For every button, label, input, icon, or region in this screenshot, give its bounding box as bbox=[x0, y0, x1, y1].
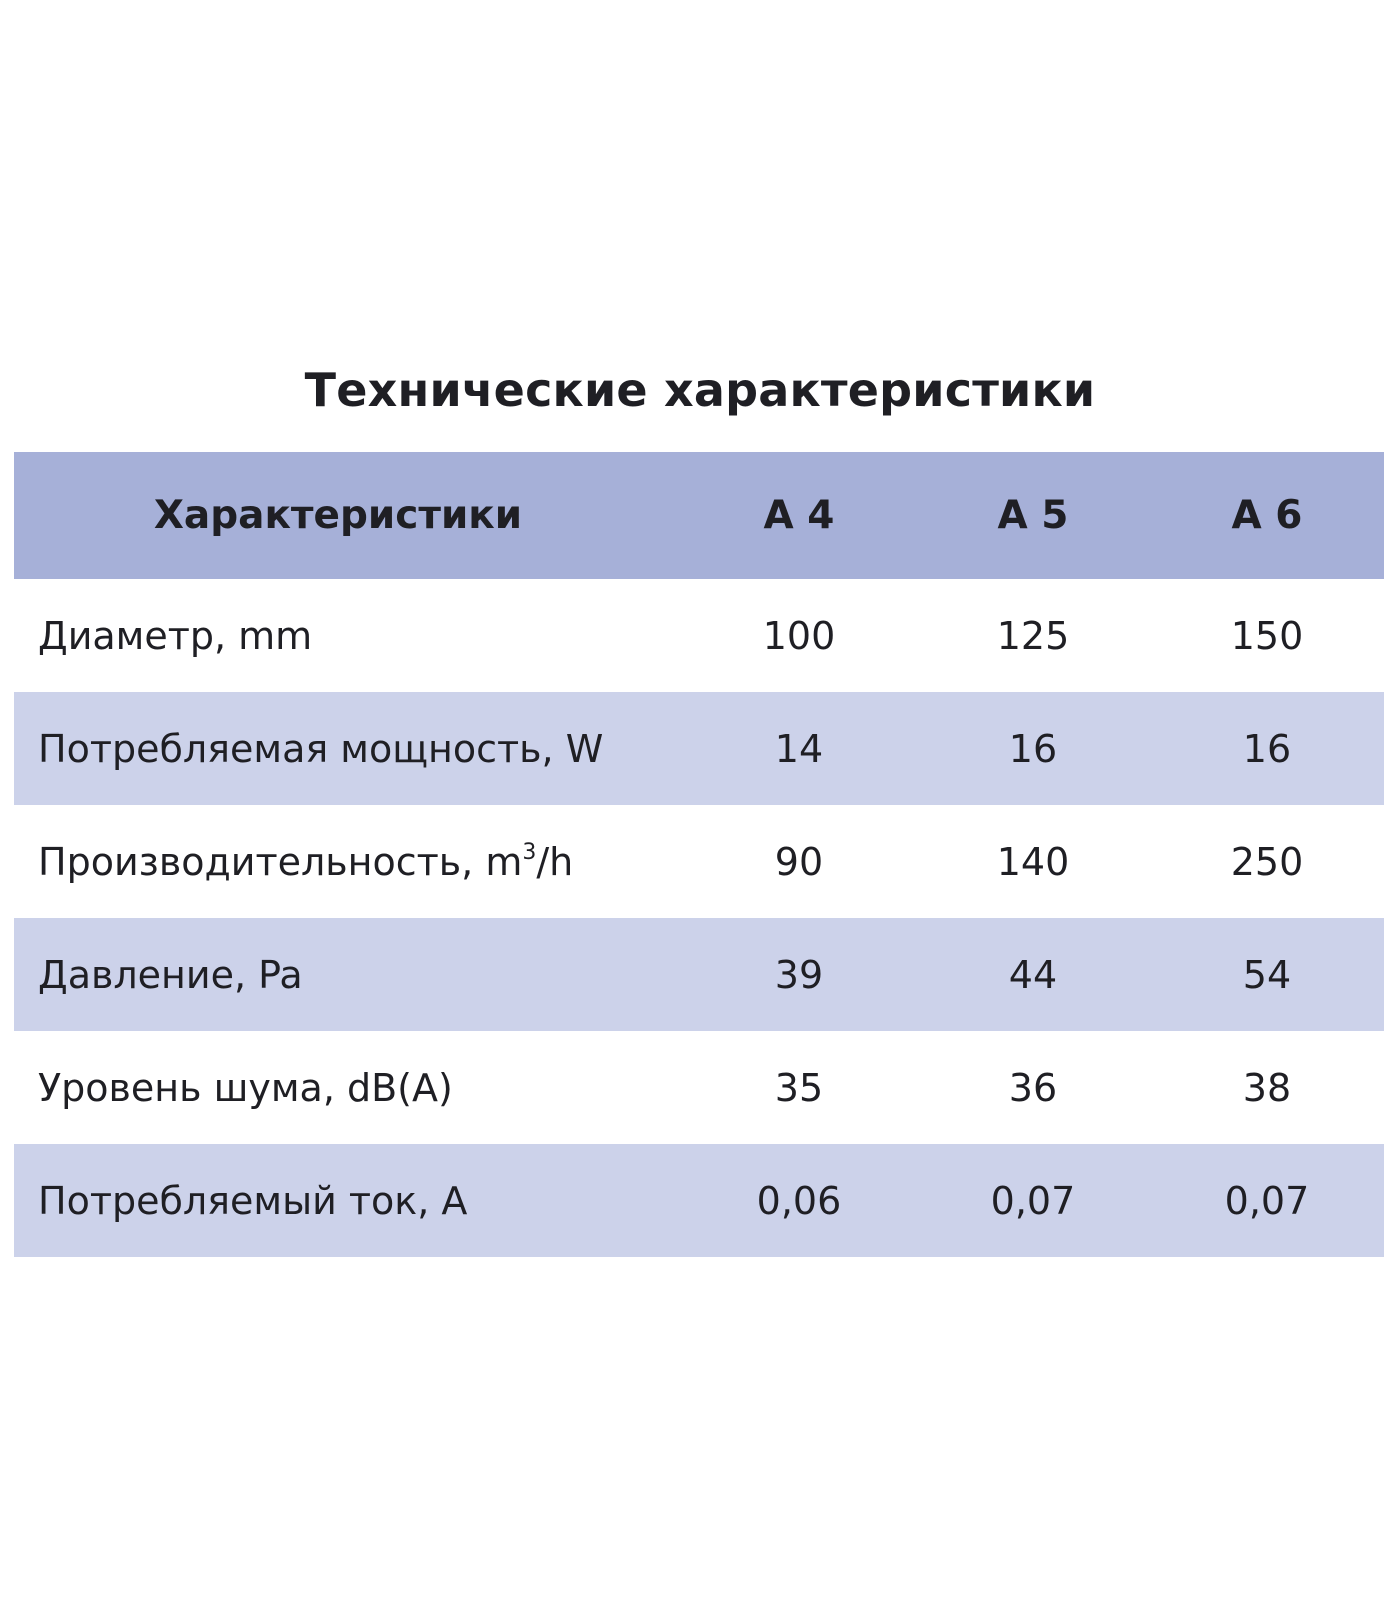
row-label: Давление, Pa bbox=[38, 952, 303, 997]
row-label-suffix: /h bbox=[536, 839, 574, 884]
header-model-a6: А 6 bbox=[1231, 493, 1303, 538]
value-a6: 16 bbox=[1242, 726, 1292, 771]
value-a5: 125 bbox=[996, 613, 1070, 658]
table-row-pressure bbox=[14, 918, 1384, 1031]
value-a4: 100 bbox=[762, 613, 836, 658]
value-a6: 150 bbox=[1230, 613, 1304, 658]
value-a5: 16 bbox=[1008, 726, 1058, 771]
row-label: Потребляемый ток, А bbox=[38, 1178, 468, 1223]
table-row-power bbox=[14, 692, 1384, 805]
value-a6: 0,07 bbox=[1224, 1178, 1310, 1223]
table-header-row bbox=[14, 452, 1384, 579]
row-label-text: Производительность, m bbox=[38, 839, 523, 884]
table-row-current bbox=[14, 1144, 1384, 1257]
value-a5: 36 bbox=[1008, 1065, 1058, 1110]
header-model-a4: А 4 bbox=[763, 493, 835, 538]
row-label: Потребляемая мощность, W bbox=[38, 726, 604, 771]
value-a5: 44 bbox=[1008, 952, 1058, 997]
value-a4: 35 bbox=[774, 1065, 824, 1110]
header-model-a5: А 5 bbox=[997, 493, 1069, 538]
value-a6: 250 bbox=[1230, 839, 1304, 884]
row-label: Диаметр, mm bbox=[38, 613, 313, 658]
value-a5: 140 bbox=[996, 839, 1070, 884]
header-characteristics: Характеристики bbox=[153, 493, 523, 538]
table-row-capacity bbox=[14, 805, 1384, 918]
row-label: Уровень шума, dB(A) bbox=[38, 1065, 453, 1110]
spec-table bbox=[14, 452, 1384, 1257]
value-a4: 14 bbox=[774, 726, 824, 771]
value-a4: 90 bbox=[774, 839, 824, 884]
value-a6: 54 bbox=[1242, 952, 1292, 997]
table-row-noise bbox=[14, 1031, 1384, 1144]
value-a6: 38 bbox=[1242, 1065, 1292, 1110]
table-row-diameter bbox=[14, 579, 1384, 692]
page-title: Технические характеристики bbox=[304, 363, 1096, 417]
row-label bbox=[14, 840, 682, 884]
value-a4: 0,06 bbox=[756, 1178, 842, 1223]
row-label-superscript: 3 bbox=[522, 839, 537, 865]
value-a5: 0,07 bbox=[990, 1178, 1076, 1223]
value-a4: 39 bbox=[774, 952, 824, 997]
